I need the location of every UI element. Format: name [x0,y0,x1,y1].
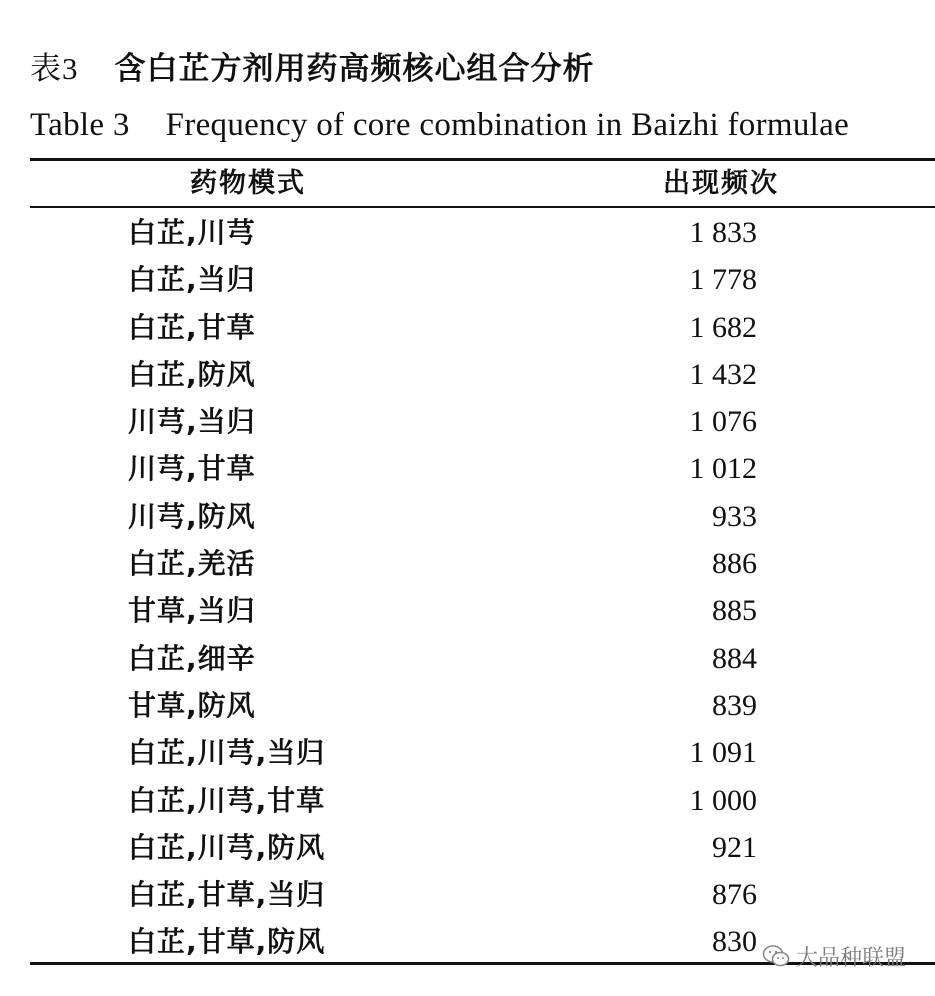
table-title-cn: 含白芷方剂用药高频核心组合分析 [114,51,595,87]
table-title-en: Frequency of core combination in Baizhi formulae [165,107,850,143]
pattern-cell: 白芷,川芎,甘草 [128,783,326,817]
table-label-cn: 表3 [30,51,79,86]
column-header-pattern: 药物模式 [190,168,306,199]
frequency-cell: 933 [712,499,757,533]
pattern-cell: 白芷,甘草,当归 [128,878,326,912]
table-row [0,351,935,398]
watermark [762,938,906,974]
pattern-cell: 白芷,川芎 [128,216,256,249]
table-row [0,493,935,540]
table-row [0,635,935,682]
table-row [0,587,935,634]
column-header-frequency: 出现频次 [663,168,779,199]
frequency-cell: 1 012 [689,452,757,486]
frequency-cell: 839 [712,688,757,722]
frequency-cell: 1 000 [689,783,757,817]
frequency-cell: 885 [712,594,757,628]
table-row [0,445,935,492]
table-row [0,729,935,776]
table-row [0,777,935,824]
pattern-cell: 白芷,羌活 [128,547,256,581]
table-row [0,824,935,871]
pattern-cell: 川芎,甘草 [128,452,256,486]
frequency-cell: 1 076 [689,405,757,439]
pattern-cell: 白芷,细辛 [128,641,256,675]
table-row [0,871,935,918]
table-row [0,540,935,587]
table-caption-cn [30,44,595,94]
frequency-cell: 876 [712,878,757,912]
pattern-cell: 甘草,防风 [128,688,256,722]
pattern-cell: 白芷,当归 [128,263,256,297]
pattern-cell: 白芷,川芎,当归 [128,736,326,770]
pattern-cell: 甘草,当归 [128,594,256,628]
frequency-cell: 830 [712,925,757,959]
frequency-cell: 1 833 [689,216,757,249]
wechat-icon [762,944,790,968]
frequency-cell: 1 778 [689,263,757,297]
watermark-text: 大品种联盟 [796,945,907,971]
table-top-rule [30,158,935,161]
pattern-cell: 白芷,防风 [128,357,256,391]
frequency-cell: 884 [712,641,757,675]
frequency-cell: 886 [712,547,757,581]
pattern-cell: 川芎,防风 [128,499,256,533]
pattern-cell: 川芎,当归 [128,405,256,439]
pattern-cell: 白芷,川芎,防风 [128,830,326,864]
table-row [0,256,935,303]
table-caption-en [30,100,849,150]
frequency-cell: 1 682 [689,310,757,344]
frequency-cell: 1 432 [689,357,757,391]
table-label-en: Table 3 [30,107,130,143]
frequency-cell: 1 091 [689,736,757,770]
table-header-rule [30,206,935,208]
table-row [0,398,935,445]
table-body [0,209,935,966]
frequency-cell: 921 [712,830,757,864]
table-row [0,682,935,729]
table-row [0,304,935,351]
pattern-cell: 白芷,甘草 [128,310,256,344]
table-row [0,209,935,256]
pattern-cell: 白芷,甘草,防风 [128,925,326,959]
